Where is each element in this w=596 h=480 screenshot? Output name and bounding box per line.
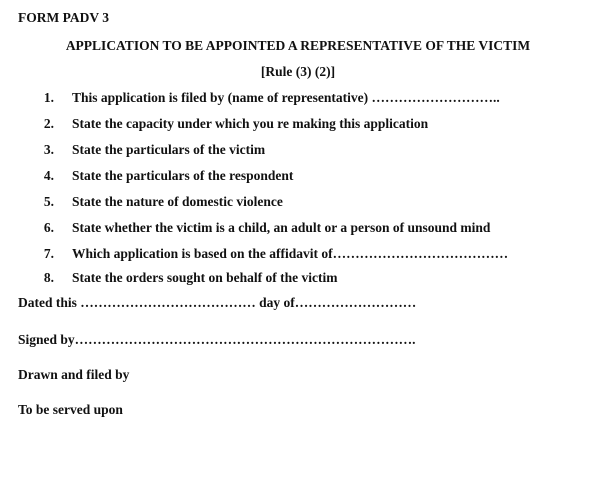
- item-text: State the orders sought on behalf of the victim: [72, 270, 338, 285]
- item-text: Which application is based on the affidavit of…………………………………: [72, 246, 509, 261]
- item-number: 4.: [43, 168, 54, 183]
- item-text: This application is filed by (name of representative) ………………………..: [72, 90, 500, 105]
- item-text: State the particulars of the respondent: [72, 168, 294, 183]
- item-text: State the particulars of the victim: [72, 142, 266, 157]
- item-number: 6.: [43, 220, 54, 235]
- item-number: 7.: [43, 246, 54, 261]
- item-number: 1.: [43, 90, 54, 105]
- item-text: State the nature of domestic violence: [72, 194, 283, 209]
- item-text: State whether the victim is a child, an adult or a person of unsound mind: [72, 220, 491, 235]
- item-text: State the capacity under which you re making this application: [72, 116, 429, 131]
- signed-field: Signed by………………………………………………………………….: [18, 332, 416, 347]
- item-number: 2.: [43, 116, 54, 131]
- form-title: APPLICATION TO BE APPOINTED A REPRESENTATIVE OF THE VICTIM: [65, 38, 531, 53]
- form-id: FORM PADV 3: [18, 10, 109, 25]
- item-number: 5.: [43, 194, 54, 209]
- item-number: 8.: [43, 270, 54, 285]
- item-number: 3.: [43, 142, 54, 157]
- served-upon-field: To be served upon: [18, 402, 123, 417]
- dated-field: Dated this ………………………………… day of………………………: [18, 295, 417, 310]
- drawn-filed-field: Drawn and filed by: [18, 367, 130, 382]
- rule-reference: [Rule (3) (2)]: [260, 64, 336, 79]
